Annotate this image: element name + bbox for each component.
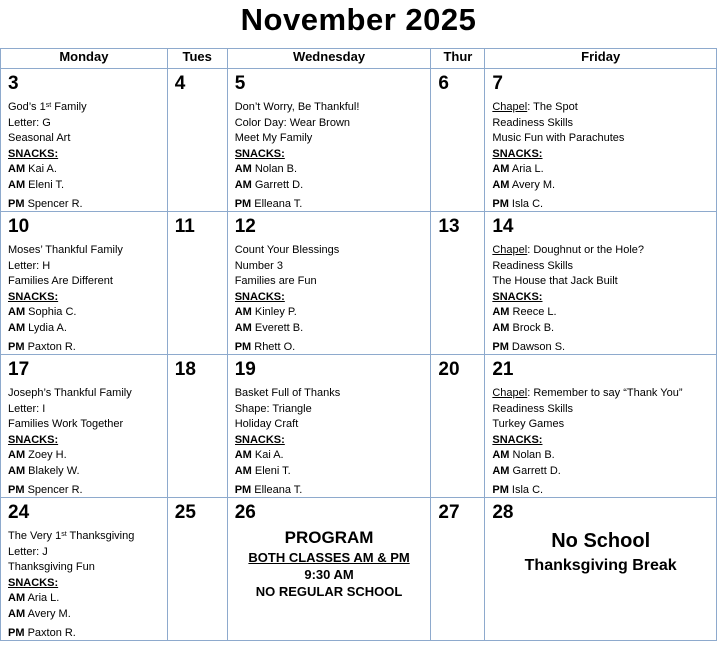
snack-slot-label: PM (8, 484, 25, 496)
day-activities (235, 100, 428, 213)
snack-slot-label: AM (234, 321, 252, 334)
snack-slot-label: PM (492, 484, 509, 496)
activity-line: Shape: Triangle (234, 402, 312, 415)
calendar-body (1, 69, 717, 641)
program-detail: BOTH CLASSES AM & PM (248, 550, 410, 565)
snack-name: Paxton R. (27, 627, 76, 639)
snacks-heading: SNACKS: (8, 576, 59, 589)
snack-slot-label: PM (492, 198, 509, 210)
snack-am-line (235, 162, 428, 178)
day-cell (485, 498, 717, 641)
snack-am-line (235, 178, 428, 194)
program-title: PROGRAM (284, 528, 374, 547)
snack-slot-label: AM (8, 321, 26, 334)
snack-name: Kai A. (254, 449, 284, 461)
day-number: 5 (234, 73, 246, 94)
activity-line: Moses’ Thankful Family (8, 244, 123, 256)
day-cell (167, 212, 227, 355)
day-activities (235, 243, 428, 356)
snack-pm-line (8, 197, 164, 213)
header-tuesday: Tues (167, 49, 227, 69)
snack-slot-label: PM (234, 484, 252, 496)
day-number: 3 (8, 73, 19, 94)
day-number: 27 (438, 502, 460, 523)
activity-line: The Very 1st Thanksgiving (8, 530, 135, 542)
chapel-line (492, 386, 713, 402)
snacks-heading: SNACKS: (492, 147, 543, 160)
day-cell (1, 498, 168, 641)
activity-line: Number 3 (234, 259, 283, 272)
snack-am-line (8, 321, 164, 337)
day-number: 13 (438, 216, 460, 237)
snack-pm-line (235, 483, 428, 499)
day-cell (1, 69, 168, 212)
snack-name: Reece L. (512, 306, 557, 318)
chapel-topic: : Doughnut or the Hole? (527, 244, 645, 256)
calendar-week-row (1, 69, 717, 212)
day-number: 28 (492, 502, 514, 523)
snack-am-line (492, 178, 713, 194)
day-cell (1, 355, 168, 498)
day-cell (1, 212, 168, 355)
chapel-label: Chapel (492, 244, 528, 256)
snack-pm-line (235, 197, 428, 213)
day-number: 18 (174, 359, 196, 380)
snack-pm-line (492, 197, 713, 213)
snack-am-line (492, 162, 713, 178)
activity-line: Readiness Skills (492, 116, 574, 129)
snack-pm-line (492, 340, 713, 356)
day-cell (485, 212, 717, 355)
snack-name: Blakely W. (28, 464, 80, 477)
activity-line: Seasonal Art (8, 132, 71, 144)
snack-slot-label: AM (8, 306, 26, 318)
day-cell (167, 355, 227, 498)
day-number: 20 (438, 359, 460, 380)
activity-line: Readiness Skills (492, 259, 574, 272)
activity-line: Meet My Family (234, 132, 313, 144)
snack-slot-label: AM (8, 178, 26, 191)
snack-am-line (492, 448, 713, 464)
snack-am-line (8, 607, 164, 623)
day-cell (485, 355, 717, 498)
snack-slot-label: AM (234, 306, 252, 318)
day-cell (485, 69, 717, 212)
snack-slot-label: AM (234, 449, 252, 461)
header-friday: Friday (485, 49, 717, 69)
activity-line: Don’t Worry, Be Thankful! (234, 101, 360, 113)
calendar-title: November 2025 (240, 2, 477, 37)
day-number: 25 (174, 502, 196, 523)
snack-pm-line (235, 340, 428, 356)
chapel-topic: : The Spot (527, 101, 578, 113)
day-cell (431, 212, 485, 355)
snack-am-line (492, 464, 713, 480)
snack-slot-label: PM (234, 198, 252, 210)
activity-line: Holiday Craft (234, 418, 299, 430)
snack-am-line (8, 162, 164, 178)
snack-am-line (235, 321, 428, 337)
snack-slot-label: AM (492, 464, 510, 477)
day-cell (227, 355, 431, 498)
day-number: 4 (174, 73, 186, 94)
day-number: 11 (174, 216, 195, 237)
snack-name: Zoey H. (28, 449, 67, 461)
chapel-label: Chapel (492, 387, 528, 399)
snack-name: Kai A. (28, 163, 57, 175)
snack-am-line (8, 464, 164, 480)
snack-name: Kinley P. (254, 306, 297, 318)
snack-name: Avery M. (511, 178, 556, 191)
day-number: 7 (492, 73, 503, 94)
program-notice (228, 528, 431, 599)
ordinal-suffix: st (61, 531, 67, 538)
activity-line: Color Day: Wear Brown (234, 116, 351, 129)
day-number: 19 (234, 359, 256, 380)
day-activities (8, 386, 164, 499)
snack-am-line (8, 305, 164, 321)
snack-am-line (235, 464, 428, 480)
day-number: 17 (8, 359, 30, 380)
day-number: 6 (438, 73, 449, 94)
activity-line: God’s 1st Family (8, 101, 87, 113)
snack-name: Eleni T. (28, 178, 65, 191)
day-activities (492, 100, 713, 213)
day-cell (431, 355, 485, 498)
snack-name: Rhett O. (254, 341, 296, 353)
day-number: 10 (8, 216, 30, 237)
calendar-grid (0, 48, 717, 641)
activity-line: Letter: J (8, 545, 48, 558)
snack-name: Nolan B. (254, 163, 298, 175)
snack-am-line (8, 178, 164, 194)
activity-line: Count Your Blessings (234, 244, 340, 256)
chapel-topic: : Remember to say “Thank You” (527, 387, 683, 399)
snack-name: Elleana T. (254, 198, 303, 210)
header-thursday: Thur (431, 49, 485, 69)
snack-name: Elleana T. (254, 484, 303, 496)
snack-am-line (492, 321, 713, 337)
day-activities (8, 100, 164, 213)
snack-slot-label: PM (234, 341, 252, 353)
snack-slot-label: PM (8, 341, 25, 353)
no-school-reason: Thanksgiving Break (524, 557, 677, 574)
header-wednesday: Wednesday (227, 49, 431, 69)
program-detail: NO REGULAR SCHOOL (255, 584, 403, 599)
snack-am-line (235, 448, 428, 464)
snack-slot-label: AM (234, 178, 252, 191)
chapel-label: Chapel (492, 101, 528, 113)
activity-line: Readiness Skills (492, 402, 574, 415)
snack-slot-label: AM (492, 321, 510, 334)
snacks-heading: SNACKS: (234, 147, 285, 160)
activity-line: Letter: G (8, 116, 51, 129)
snack-slot-label: AM (8, 464, 26, 477)
calendar-week-row (1, 212, 717, 355)
snack-name: Spencer R. (27, 484, 83, 496)
snack-name: Lydia A. (28, 321, 67, 334)
program-detail: 9:30 AM (304, 567, 354, 582)
snacks-heading: SNACKS: (492, 433, 543, 446)
no-school-notice (485, 528, 716, 575)
snack-slot-label: AM (8, 607, 26, 620)
snack-slot-label: PM (8, 627, 25, 639)
snack-name: Aria L. (27, 592, 60, 604)
snack-am-line (235, 305, 428, 321)
activity-line: Families Work Together (8, 418, 124, 430)
day-number: 24 (8, 502, 30, 523)
calendar-week-row (1, 355, 717, 498)
snack-am-line (8, 591, 164, 607)
snack-name: Garrett D. (512, 464, 561, 477)
snacks-heading: SNACKS: (492, 290, 543, 303)
day-number: 12 (234, 216, 256, 237)
no-school-title: No School (551, 530, 651, 552)
ordinal-suffix: st (45, 102, 52, 109)
day-cell (431, 498, 485, 641)
snack-name: Sophia C. (28, 306, 77, 318)
snack-name: Isla C. (511, 484, 544, 496)
snack-name: Eleni T. (254, 464, 291, 477)
day-activities (492, 243, 713, 356)
snack-am-line (8, 448, 164, 464)
day-cell (167, 69, 227, 212)
header-monday: Monday (1, 49, 168, 69)
snack-name: Paxton R. (27, 341, 76, 353)
snack-slot-label: PM (492, 341, 509, 353)
day-number: 21 (492, 359, 514, 380)
day-number: 26 (234, 502, 256, 523)
activity-line: Thanksgiving Fun (8, 561, 95, 573)
day-cell (227, 212, 431, 355)
snack-slot-label: PM (8, 198, 25, 210)
snack-slot-label: AM (8, 592, 26, 604)
day-cell (167, 498, 227, 641)
day-number: 14 (492, 216, 514, 237)
snack-name: Nolan B. (512, 449, 555, 461)
snack-slot-label: AM (492, 178, 510, 191)
snack-pm-line (8, 340, 164, 356)
day-activities (8, 243, 164, 356)
activity-line: Basket Full of Thanks (234, 387, 341, 399)
snack-slot-label: AM (8, 449, 26, 461)
snacks-heading: SNACKS: (234, 290, 285, 303)
snack-name: Brock B. (512, 321, 555, 334)
snacks-heading: SNACKS: (8, 147, 59, 160)
snack-am-line (492, 305, 713, 321)
snack-name: Aria L. (511, 163, 544, 175)
calendar-week-row (1, 498, 717, 641)
snack-name: Everett B. (254, 321, 304, 334)
snacks-heading: SNACKS: (8, 433, 59, 446)
activity-line: Joseph’s Thankful Family (8, 387, 132, 399)
snacks-heading: SNACKS: (8, 290, 59, 303)
day-cell (227, 498, 431, 641)
activity-line: Letter: I (8, 402, 46, 415)
day-activities (492, 386, 713, 499)
snacks-heading: SNACKS: (234, 433, 285, 446)
day-activities (8, 529, 164, 642)
snack-pm-line (8, 483, 164, 499)
snack-name: Spencer R. (27, 198, 83, 210)
snack-slot-label: AM (8, 163, 26, 175)
activity-line: Families are Fun (234, 275, 317, 287)
snack-name: Garrett D. (254, 178, 304, 191)
chapel-line (492, 100, 713, 116)
snack-name: Avery M. (27, 607, 71, 620)
snack-name: Isla C. (511, 198, 544, 210)
activity-line: Turkey Games (492, 418, 565, 430)
snack-slot-label: AM (234, 163, 252, 175)
day-cell (431, 69, 485, 212)
snack-slot-label: AM (234, 464, 252, 477)
snack-pm-line (492, 483, 713, 499)
chapel-line (492, 243, 713, 259)
snack-pm-line (8, 626, 164, 642)
activity-line: Letter: H (8, 259, 51, 272)
snack-slot-label: AM (492, 449, 510, 461)
day-cell (227, 69, 431, 212)
snack-name: Dawson S. (511, 341, 566, 353)
activity-line: The House that Jack Built (492, 275, 618, 287)
snack-slot-label: AM (492, 163, 510, 175)
activity-line: Music Fun with Parachutes (492, 132, 625, 144)
snack-slot-label: AM (492, 306, 510, 318)
activity-line: Families Are Different (8, 275, 113, 287)
day-activities (235, 386, 428, 499)
